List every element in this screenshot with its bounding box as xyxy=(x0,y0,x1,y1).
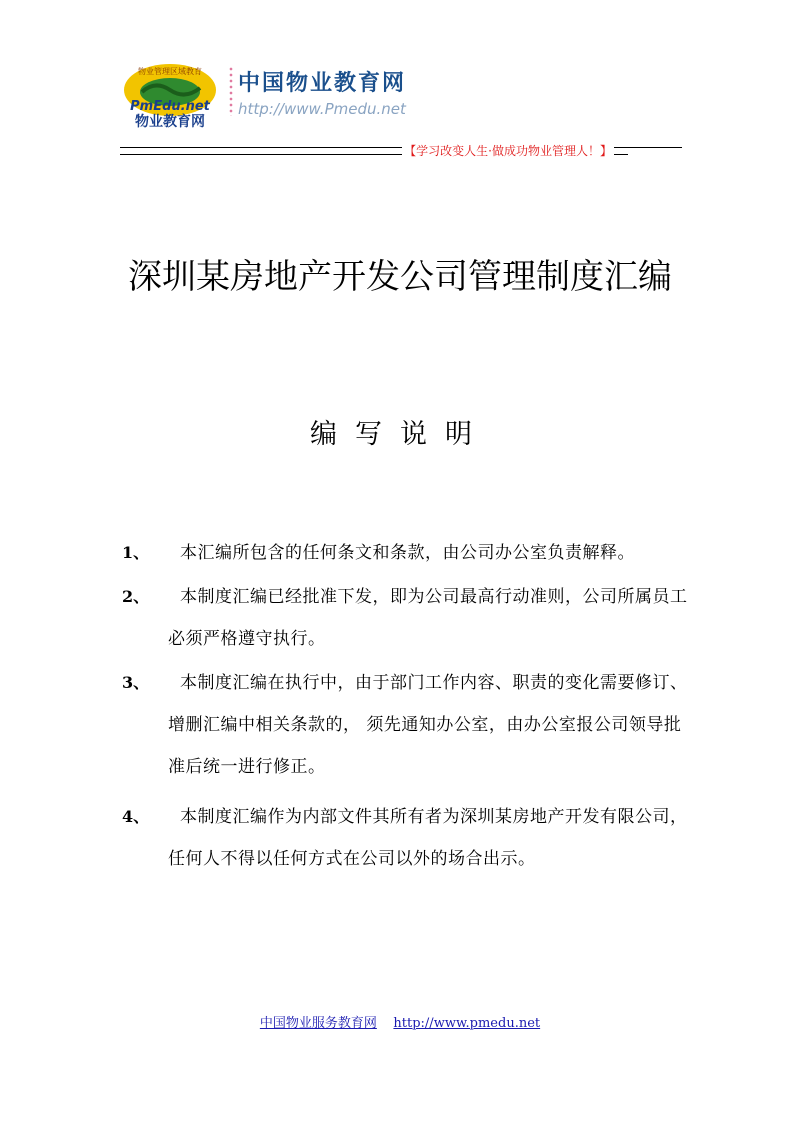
site-title: 中国物业教育网 xyxy=(238,71,407,96)
logo-cn-text: 物业教育网 xyxy=(135,114,205,130)
instruction-list xyxy=(122,532,690,882)
item-number: 4、 xyxy=(122,807,150,826)
document-title: 深圳某房地产开发公司管理制度汇编 xyxy=(128,257,672,297)
footer-site-link[interactable]: 中国物业服务教育网 xyxy=(259,1016,377,1031)
list-item xyxy=(122,532,690,574)
pmedu-logo xyxy=(120,60,230,130)
item-number: 3、 xyxy=(122,673,150,692)
document-subtitle: 编写说明 xyxy=(310,419,490,450)
logo-ring-text: 物业管理区域教育 xyxy=(138,67,202,76)
page-header xyxy=(120,52,682,162)
site-url[interactable]: http://www.Pmedu.net xyxy=(238,100,406,118)
footer-url-link[interactable]: http://www.pmedu.net xyxy=(393,1016,541,1031)
logo-pmedu-text: PmEdu.net xyxy=(130,99,210,114)
item-number: 1、 xyxy=(122,543,150,562)
item-text: 本制度汇编在执行中，由于部门工作内容、职责的变化需要修订、增删汇编中相关条款的， 须先通知办公室，由办公室报公司领导批准后统一进行修正。 xyxy=(168,673,688,777)
page-footer xyxy=(0,1012,800,1031)
item-text: 本汇编所包含的任何条文和条款，由公司办公室负责解释。 xyxy=(180,543,635,563)
item-text: 本制度汇编作为内部文件其所有者为深圳某房地产开发有限公司，任何人不得以任何方式在公司以外的场合出示。 xyxy=(168,807,688,869)
decorative-dots xyxy=(228,66,234,116)
item-text: 本制度汇编已经批准下发，即为公司最高行动准则，公司所属员工必须严格遵守执行。 xyxy=(168,587,688,649)
list-item xyxy=(122,576,690,660)
list-item xyxy=(122,662,690,788)
item-number: 2、 xyxy=(122,587,150,606)
slogan: 【学习改变人生·做成功物业管理人！】 xyxy=(404,144,612,158)
list-item xyxy=(122,796,690,880)
